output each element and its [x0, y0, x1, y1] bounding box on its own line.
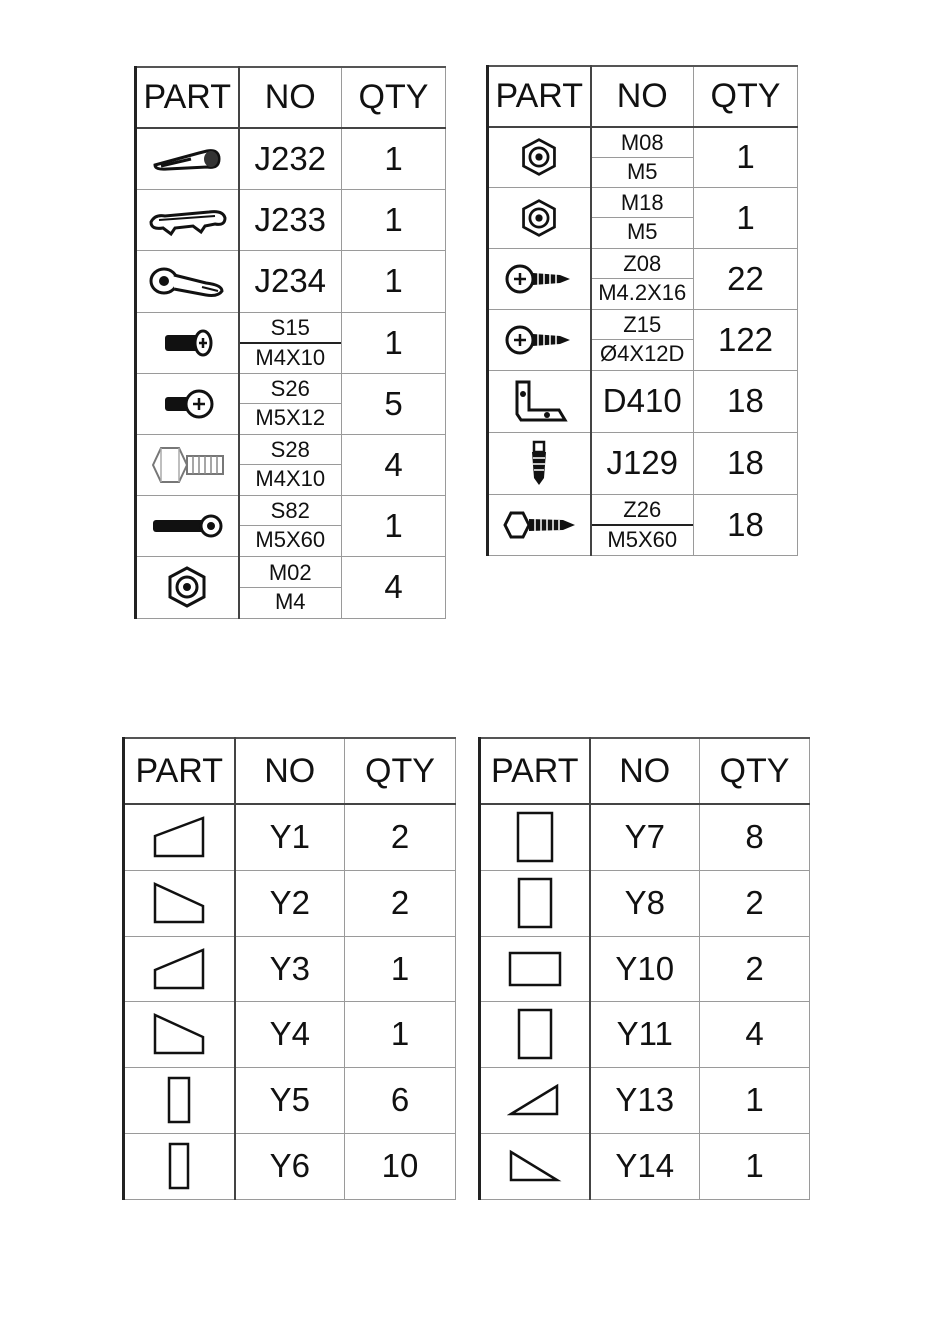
hex-bolt-icon — [136, 434, 239, 495]
hex-nut-icon — [488, 127, 591, 187]
quantity: 1 — [694, 127, 798, 187]
table-row — [488, 309, 798, 370]
trapezoid-right-up-icon — [124, 804, 235, 870]
table-row — [136, 312, 446, 373]
part-size: M4.2X16 — [598, 280, 687, 305]
part-number: D410 — [591, 370, 694, 432]
part-number: Y5 — [235, 1067, 345, 1133]
hex-nut-icon — [488, 187, 591, 248]
table-row — [124, 1133, 456, 1199]
part-number-cell — [591, 248, 694, 309]
table-row — [124, 804, 456, 870]
header-no: NO — [239, 67, 342, 128]
part-code: M02 — [240, 559, 342, 588]
part-size: M4X10 — [255, 466, 326, 491]
double-cam-lever-icon — [136, 189, 239, 250]
part-number: Y8 — [590, 870, 700, 936]
table-row — [488, 432, 798, 494]
part-code: Z08 — [592, 250, 694, 279]
wide-rectangle-icon — [480, 936, 590, 1001]
part-code: M08 — [592, 129, 694, 158]
table-row — [480, 1067, 810, 1133]
table-row — [488, 127, 798, 187]
table-header-row — [136, 67, 446, 128]
panel-table-2 — [478, 737, 810, 1200]
tall-rectangle-icon — [124, 1067, 235, 1133]
part-number: Y2 — [235, 870, 345, 936]
quantity: 1 — [700, 1067, 810, 1133]
table-row — [488, 370, 798, 432]
part-number-cell — [239, 373, 342, 434]
wood-screw-icon — [488, 248, 591, 309]
part-number-cell — [591, 127, 694, 187]
quantity: 2 — [700, 936, 810, 1001]
quantity: 1 — [342, 495, 446, 556]
part-number-cell — [239, 495, 342, 556]
header-qty: QTY — [345, 738, 456, 804]
table-row — [136, 434, 446, 495]
part-number: Y1 — [235, 804, 345, 870]
angle-bracket-icon — [488, 370, 591, 432]
quantity: 1 — [342, 312, 446, 373]
table-row — [136, 373, 446, 434]
part-number-cell — [591, 494, 694, 555]
part-number: Y14 — [590, 1133, 700, 1199]
part-size: M4X10 — [255, 344, 326, 370]
hex-wood-screw-icon — [488, 494, 591, 555]
part-size: M4 — [274, 588, 306, 614]
part-size: M5X60 — [607, 526, 678, 552]
table-row — [136, 495, 446, 556]
part-number-cell — [239, 312, 342, 373]
quantity: 4 — [342, 434, 446, 495]
table-row — [480, 1133, 810, 1199]
quantity: 1 — [342, 128, 446, 189]
part-number: Y6 — [235, 1133, 345, 1199]
table-row — [488, 187, 798, 248]
part-number: Y4 — [235, 1001, 345, 1067]
panel-table-1 — [122, 737, 456, 1200]
quantity: 1 — [345, 1001, 456, 1067]
table-row — [136, 189, 446, 250]
quantity: 8 — [700, 804, 810, 870]
table-row — [480, 870, 810, 936]
cam-lever-icon — [136, 250, 239, 312]
quantity: 122 — [694, 309, 798, 370]
quantity: 4 — [700, 1001, 810, 1067]
part-size: M5 — [626, 219, 658, 244]
table-header-row — [480, 738, 810, 804]
hardware-table-1 — [134, 66, 446, 619]
part-number: J234 — [239, 250, 342, 312]
table-row — [488, 494, 798, 555]
part-number-cell — [591, 187, 694, 248]
part-number: Y7 — [590, 804, 700, 870]
header-qty: QTY — [694, 66, 798, 127]
header-part: PART — [480, 738, 590, 804]
part-code: Z26 — [592, 496, 694, 526]
part-number: Y13 — [590, 1067, 700, 1133]
wall-plug-icon — [488, 432, 591, 494]
hex-nut-icon — [136, 556, 239, 618]
quantity: 2 — [700, 870, 810, 936]
table-row — [488, 248, 798, 309]
trapezoid-right-down-icon — [124, 870, 235, 936]
triangle-down-icon — [480, 1133, 590, 1199]
table-row — [136, 128, 446, 189]
header-no: NO — [235, 738, 345, 804]
table-row — [124, 1067, 456, 1133]
table-header-row — [488, 66, 798, 127]
countersunk-screw-icon — [136, 312, 239, 373]
quantity: 18 — [694, 370, 798, 432]
quantity: 18 — [694, 432, 798, 494]
part-size: Ø4X12D — [600, 341, 685, 366]
rectangle-icon — [480, 870, 590, 936]
table-row — [124, 1001, 456, 1067]
cam-lever-icon — [136, 128, 239, 189]
quantity: 10 — [345, 1133, 456, 1199]
rectangle-icon — [480, 804, 590, 870]
quantity: 2 — [345, 804, 456, 870]
triangle-up-icon — [480, 1067, 590, 1133]
part-number-cell — [239, 434, 342, 495]
hardware-table-2 — [486, 65, 798, 556]
part-code: S82 — [240, 497, 342, 526]
part-number-cell — [239, 556, 342, 618]
part-number: J233 — [239, 189, 342, 250]
table-row — [124, 870, 456, 936]
header-part: PART — [124, 738, 235, 804]
header-qty: QTY — [700, 738, 810, 804]
part-code: S28 — [240, 436, 342, 465]
header-no: NO — [591, 66, 694, 127]
quantity: 1 — [700, 1133, 810, 1199]
wood-screw-icon — [488, 309, 591, 370]
rectangle-icon — [480, 1001, 590, 1067]
table-row — [136, 556, 446, 618]
part-size: M5 — [626, 158, 658, 184]
trapezoid-right-up-icon — [124, 936, 235, 1001]
header-part: PART — [488, 66, 591, 127]
trapezoid-right-down-icon — [124, 1001, 235, 1067]
part-number: Y3 — [235, 936, 345, 1001]
part-number: J129 — [591, 432, 694, 494]
long-bolt-icon — [136, 495, 239, 556]
quantity: 1 — [342, 250, 446, 312]
quantity: 1 — [345, 936, 456, 1001]
quantity: 5 — [342, 373, 446, 434]
table-row — [480, 936, 810, 1001]
table-row — [480, 804, 810, 870]
part-code: S26 — [240, 375, 342, 404]
quantity: 1 — [342, 189, 446, 250]
quantity: 4 — [342, 556, 446, 618]
table-row — [480, 1001, 810, 1067]
quantity: 18 — [694, 494, 798, 555]
part-size: M5X12 — [255, 405, 326, 430]
part-size: M5X60 — [255, 527, 326, 552]
quantity: 22 — [694, 248, 798, 309]
part-code: M18 — [592, 189, 694, 218]
part-number: Y10 — [590, 936, 700, 1001]
part-number: Y11 — [590, 1001, 700, 1067]
part-number-cell — [591, 309, 694, 370]
tall-rectangle-icon — [124, 1133, 235, 1199]
header-part: PART — [136, 67, 239, 128]
table-row — [136, 250, 446, 312]
part-code: Z15 — [592, 311, 694, 340]
pan-head-screw-icon — [136, 373, 239, 434]
quantity: 2 — [345, 870, 456, 936]
quantity: 1 — [694, 187, 798, 248]
header-no: NO — [590, 738, 700, 804]
part-code: S15 — [240, 314, 342, 344]
part-number: J232 — [239, 128, 342, 189]
header-qty: QTY — [342, 67, 446, 128]
table-header-row — [124, 738, 456, 804]
quantity: 6 — [345, 1067, 456, 1133]
table-row — [124, 936, 456, 1001]
